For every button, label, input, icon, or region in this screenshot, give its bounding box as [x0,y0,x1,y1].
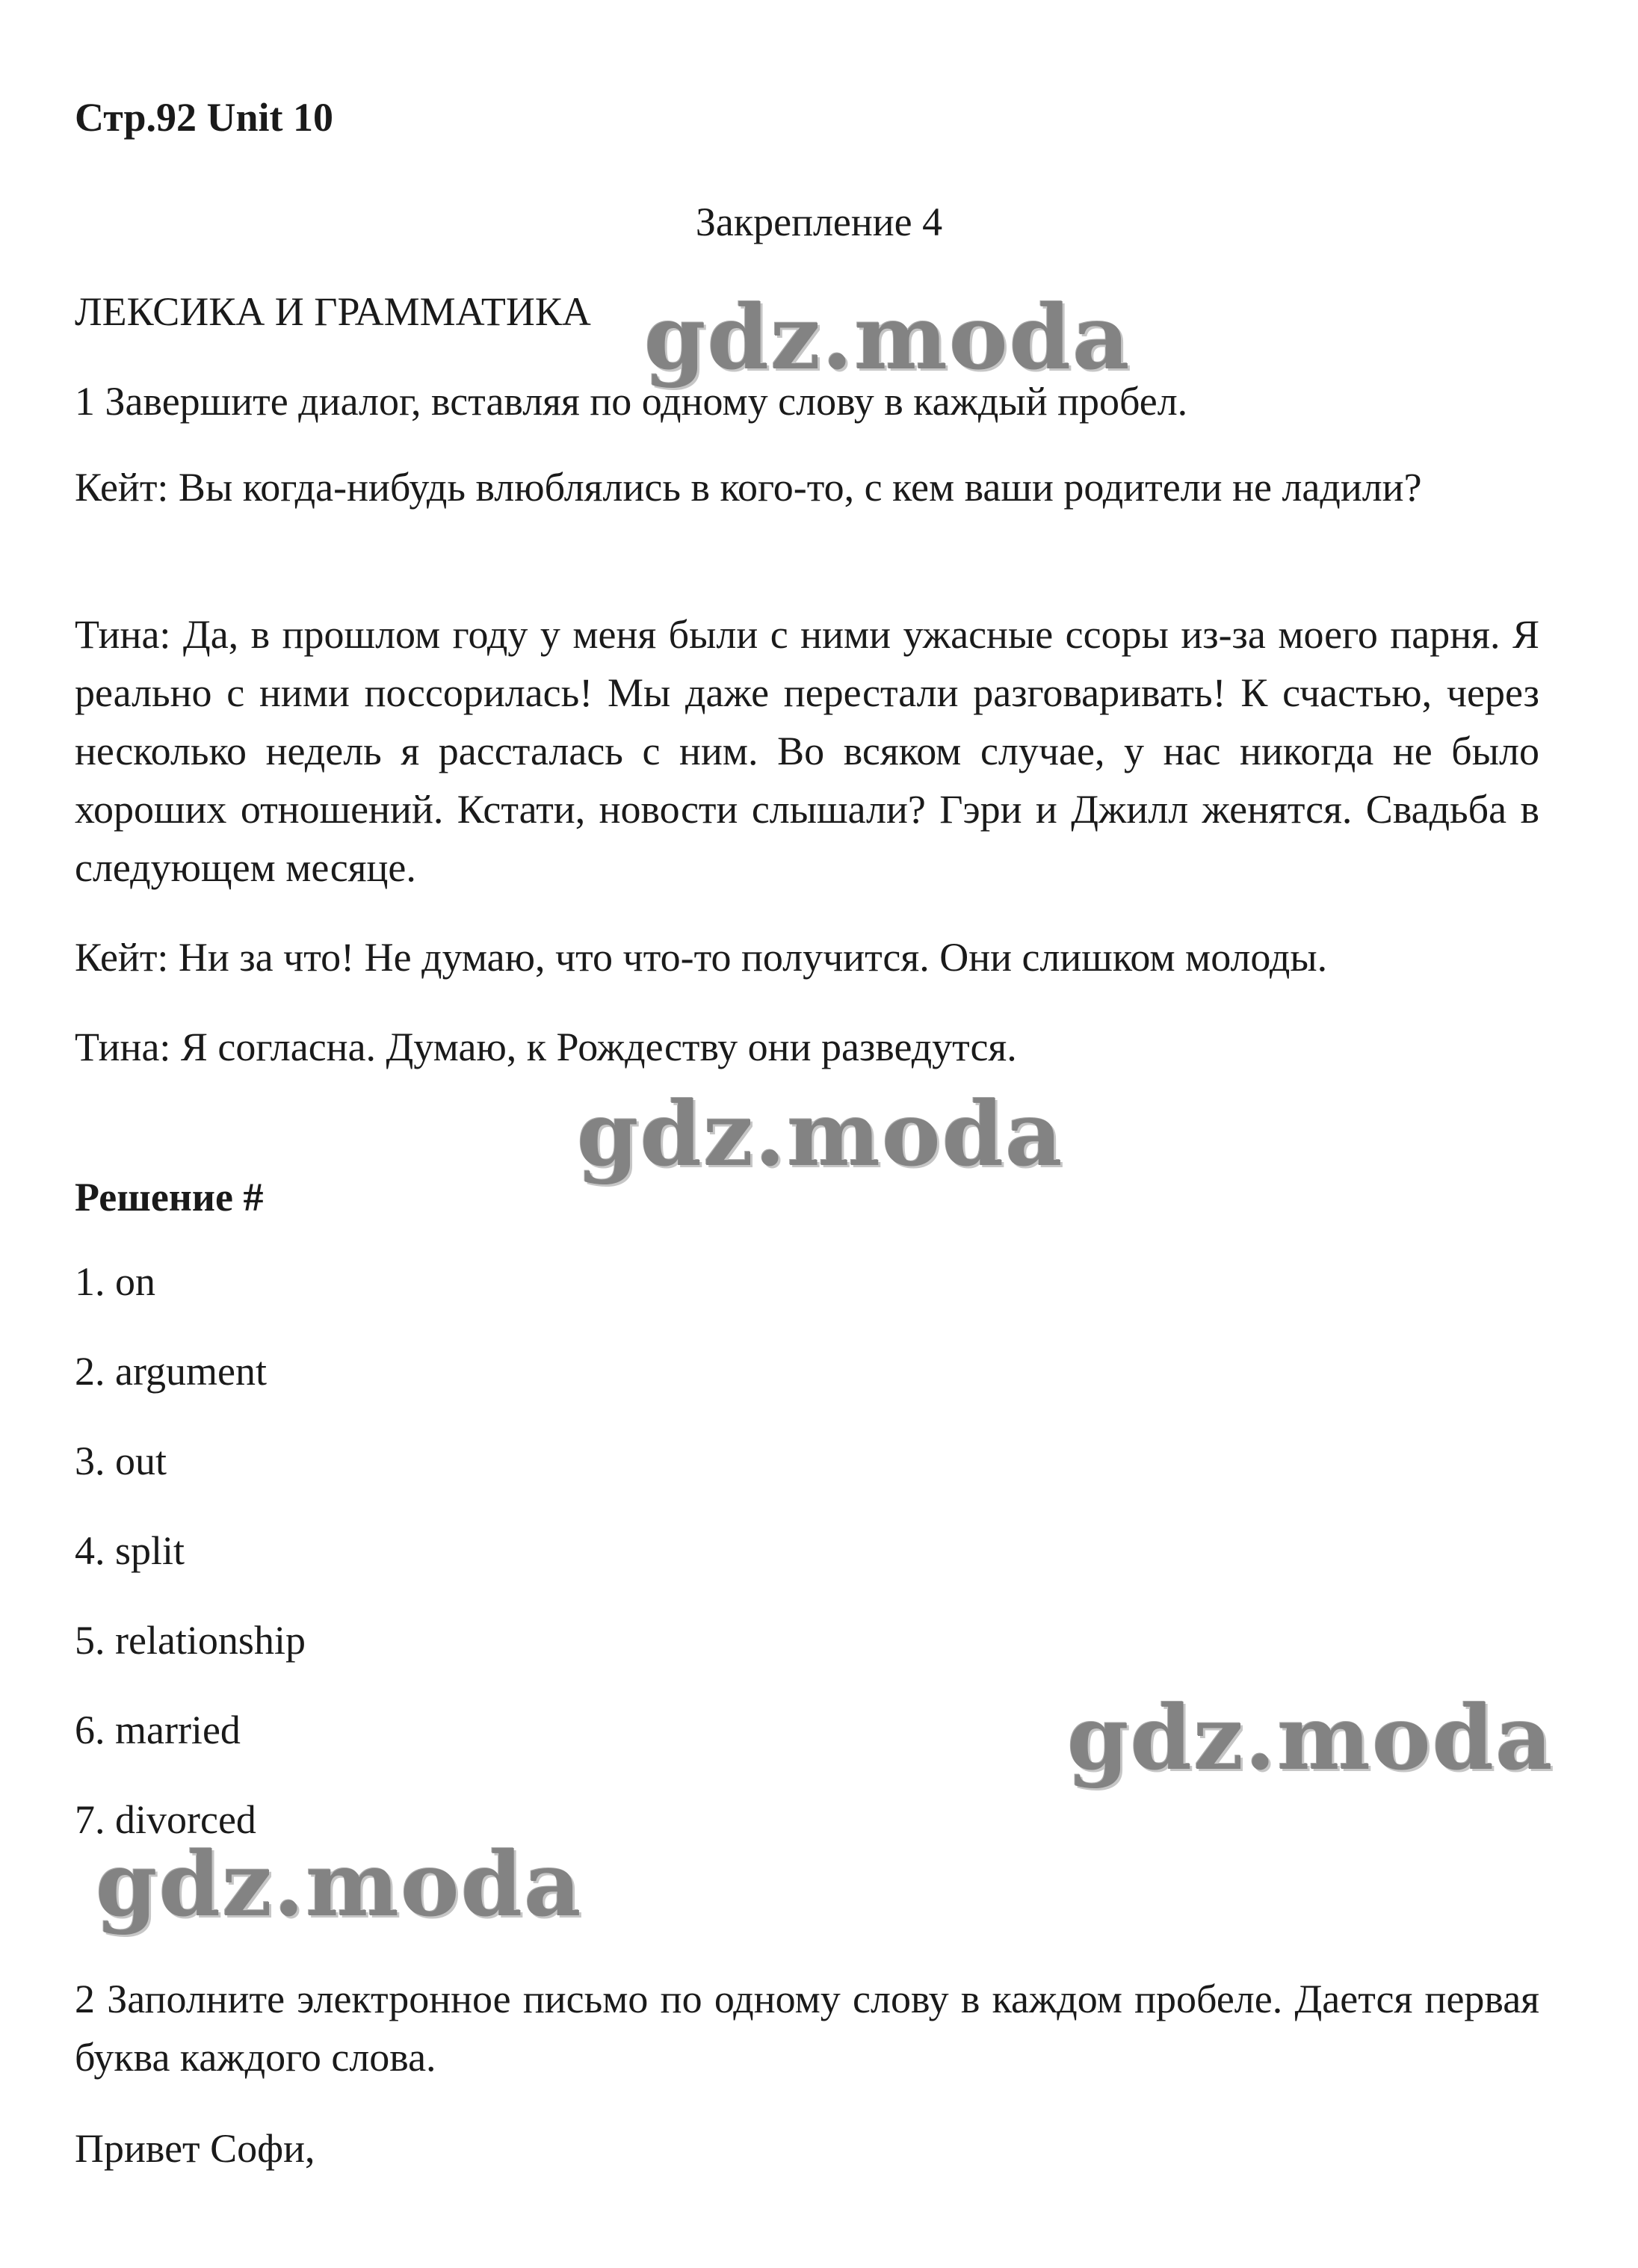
dialogue-line-tina-2: Тина: Я согласна. Думаю, к Рождеству они разведутся. [75,1025,1017,1069]
page-unit-heading: Стр.92 Unit 10 [75,95,334,140]
section-title: Закрепление 4 [695,200,943,244]
answer-item: 3. out [75,1439,167,1483]
dialogue-line-kate-2: Кейт: Ни за что! Не думаю, что что-то получится. Они слишком молоды. [75,935,1328,980]
topic-heading: ЛЕКСИКА И ГРАММАТИКА [75,289,591,334]
answer-item: 5. relationship [75,1618,306,1663]
watermark-logo: gdz.moda [644,285,1131,389]
letter-greeting: Привет Софи, [75,2126,315,2171]
answer-item: 1. on [75,1259,155,1304]
answer-item: 6. married [75,1708,241,1752]
dialogue-line-kate-1: Кейт: Вы когда-нибудь влюблялись в кого-то, с кем ваши родители не ладили? [75,465,1422,510]
exercise1-instruction: 1 Завершите диалог, вставляя по одному слову в каждый пробел. [75,379,1188,424]
answer-item: 7. divorced [75,1797,256,1842]
answer-item: 4. split [75,1528,185,1573]
answer-item: 2. argument [75,1349,267,1394]
watermark-logo: gdz.moda [577,1082,1064,1186]
dialogue-line-tina-1: Тина: Да, в прошлом году у меня были с ними ужасные ссоры из-за моего парня. Я реально с ними поссорилась! Мы даже перестали разговаривать! К счастью, через несколько недель я рассталась с ним. Во всяком случае, у нас никогда не было хороших отношений. Кстати, новости слышали? Гэри и Джилл женятся. Свадьба в следующем месяце. [75,612,1539,890]
solution-heading: Решение # [75,1175,264,1220]
watermark-logo: gdz.moda [1067,1686,1554,1790]
exercise2-instruction: 2 Заполните электронное письмо по одному слову в каждом пробеле. Дается первая буква каждого слова. [75,1977,1539,2080]
watermark-logo: gdz.moda [96,1832,583,1936]
